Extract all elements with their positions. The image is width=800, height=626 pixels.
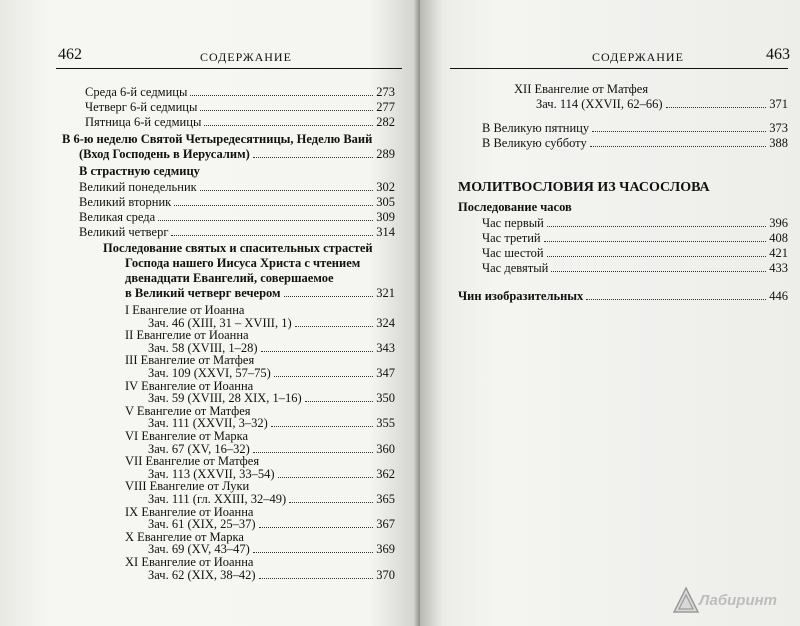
toc-subheading: В страстную седмицу — [79, 164, 200, 178]
toc-entry: в Великий четверг вечером 321 — [125, 286, 395, 300]
toc-gospel-title: IV Евангелие от Иоанна — [125, 378, 254, 393]
toc-part-heading: МОЛИТВОСЛОВИЯ ИЗ ЧАСОСЛОВА — [458, 180, 710, 195]
toc-entry: Зач. 109 (XXVI, 57–75) 347 — [148, 366, 395, 380]
toc-gospel-title: I Евангелие от Иоанна — [125, 303, 245, 317]
toc-gospel-title: II Евангелие от Иоанна — [125, 328, 249, 343]
toc-gospel-title: VIII Евангелие от Луки — [125, 479, 250, 494]
toc-entry: Четверг 6-й седмицы 277 — [85, 100, 395, 114]
toc-entry: Великая среда 309 — [79, 210, 395, 224]
toc-entry: Час девятый 433 — [482, 261, 788, 275]
toc-entry: Зач. 61 (XIX, 25–37) 367 — [148, 517, 395, 532]
toc-subheading: Господа нашего Иисуса Христа с чтением — [125, 256, 361, 270]
toc-page-number: 370 — [376, 567, 395, 582]
toc-entry: Час третий 408 — [482, 231, 788, 245]
toc-entry: Зач. 59 (XVIII, 28 XIX, 1–16) 350 — [148, 391, 395, 406]
toc-entry: В Великую субботу 388 — [482, 136, 788, 150]
toc-entry: Час первый 396 — [482, 216, 788, 230]
left-header-rule — [56, 68, 402, 69]
toc-entry: Зач. 67 (XV, 16–32) 360 — [148, 441, 395, 456]
toc-gospel-title: III Евангелие от Матфея — [125, 353, 255, 368]
toc-entry: Великий вторник 305 — [79, 195, 395, 209]
toc-entry-text: Зач. 62 (XIX, 38–42) — [148, 567, 256, 582]
toc-gospel-title: XI Евангелие от Иоанна — [125, 555, 254, 569]
toc-entry: Великий понедельник 302 — [79, 180, 395, 194]
leader-dots — [259, 578, 374, 579]
toc-entry: Пятница 6-й седмицы 282 — [85, 115, 395, 129]
toc-subheading: Последование святых и спасительных страстей — [103, 241, 373, 255]
right-page — [420, 0, 800, 626]
toc-section-heading: В 6-ю неделю Святой Четыредесятницы, Неделю Ваий — [62, 132, 373, 146]
toc-entry: (Вход Господень в Иерусалим) 289 — [79, 147, 395, 161]
right-header-rule — [450, 68, 788, 69]
right-page-number: 463 — [766, 46, 790, 63]
toc-entry — [148, 568, 395, 583]
toc-gospel-title: VI Евангелие от Марка — [125, 429, 249, 443]
toc-entry: Зач. 58 (XVIII, 1–28) 343 — [148, 340, 395, 355]
toc-entry: Зач. 46 (XIII, 31 – XVIII, 1) 324 — [148, 315, 395, 330]
toc-subheading: Последование часов — [458, 200, 572, 214]
labirint-logo-icon — [673, 586, 699, 614]
toc-entry: Зач. 69 (XV, 43–47) 369 — [148, 542, 395, 557]
toc-gospel-title: XII Евангелие от Матфея — [514, 82, 649, 96]
toc-entry: Чин изобразительных 446 — [458, 289, 788, 303]
toc-entry: Зач. 111 (гл. XXIII, 32–49) 365 — [148, 492, 395, 506]
labirint-watermark — [673, 586, 788, 616]
toc-subheading: двенадцати Евангелий, совершаемое — [125, 271, 334, 285]
toc-gospel-title: X Евангелие от Марка — [125, 529, 244, 544]
toc-entry: Час шестой 421 — [482, 246, 788, 260]
watermark-text: Лабиринт — [699, 592, 778, 609]
left-page-number: 462 — [58, 46, 82, 63]
toc-entry: В Великую пятницу 373 — [482, 121, 788, 135]
toc-gospel-title: VII Евангелие от Матфея — [125, 454, 260, 469]
toc-entry: Зач. 113 (XXVII, 33–54) 362 — [148, 466, 395, 481]
right-running-header: СОДЕРЖАНИЕ — [592, 50, 684, 64]
toc-entry: Среда 6-й седмицы 273 — [85, 85, 395, 99]
toc-entry: Зач. 111 (XXVII, 3–32) 355 — [148, 416, 395, 431]
toc-entry: Великий четверг 314 — [79, 225, 395, 239]
toc-gospel-title: IX Евангелие от Иоанна — [125, 504, 254, 519]
left-running-header: СОДЕРЖАНИЕ — [200, 50, 292, 64]
toc-gospel-title: V Евангелие от Матфея — [125, 403, 251, 418]
toc-entry: Зач. 114 (XXVII, 62–66) 371 — [536, 97, 788, 111]
